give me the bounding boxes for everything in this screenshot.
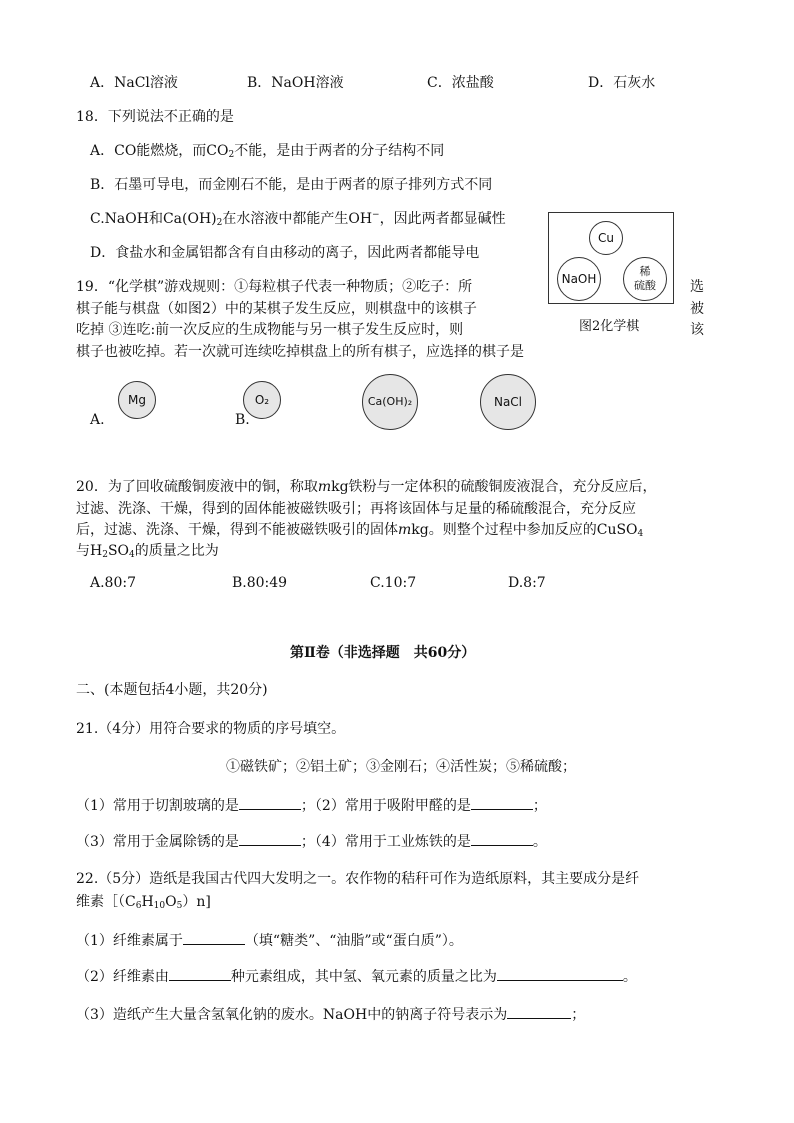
q21-blank-1[interactable] bbox=[239, 795, 301, 810]
q22-p2-end: 。 bbox=[622, 969, 637, 985]
q22-p3-end: ； bbox=[571, 1007, 586, 1023]
q20-so4-sub: 4 bbox=[129, 550, 135, 560]
q17-option-c: C．浓盐酸 bbox=[427, 75, 494, 91]
q20-line-4-so: SO bbox=[107, 543, 130, 559]
q19-piece-nacl: NaCl bbox=[480, 374, 536, 430]
q20-option-d: D.8:7 bbox=[508, 575, 546, 591]
q18-option-b: B．石墨可导电，而金刚石不能，是由于两者的原子排列方式不同 bbox=[90, 177, 493, 193]
q22-part-1 bbox=[76, 930, 463, 951]
q21-blank-4[interactable] bbox=[471, 831, 533, 846]
q20-line-4-text: 与H bbox=[76, 543, 103, 559]
q22-line-1: 22.（5分）造纸是我国古代四大发明之一。农作物的秸秆可作为造纸原料，其主要成分是纤 bbox=[76, 871, 640, 887]
q22-p1-post: （填“糖类”、“油脂”或“蛋白质”）。 bbox=[244, 933, 463, 949]
q20-line-3-text-2: kg。则整个过程中参加反应的CuSO bbox=[411, 522, 638, 538]
q22-o: O bbox=[165, 894, 177, 910]
q20-line-1 bbox=[76, 477, 657, 497]
figure-2-caption: 图2化学棋 bbox=[579, 319, 640, 334]
q21-line-1 bbox=[76, 795, 547, 816]
q18-stem: 18．下列说法不正确的是 bbox=[76, 109, 234, 125]
q20-line-4-text-2: 的质量之比为 bbox=[134, 543, 219, 559]
part-2-title: 第Ⅱ卷（非选择题 共60分） bbox=[290, 645, 476, 661]
q22-blank-1[interactable] bbox=[183, 930, 245, 945]
q22-p1-pre: （1）纤维素属于 bbox=[76, 933, 183, 949]
q19-line-1: 19．“化学棋”游戏规则：①每粒棋子代表一种物质；②吃子：所 bbox=[76, 279, 473, 295]
q22-sub-6: 6 bbox=[135, 901, 142, 911]
q22-p2-pre: （2）纤维素由 bbox=[76, 969, 169, 985]
q19-line-4: 棋子也被吃掉。若一次就可连续吃掉棋盘上的所有棋子，应选择的棋子是 bbox=[76, 344, 524, 360]
q20-line-3 bbox=[76, 520, 643, 540]
q20-line-2: 过滤、洗涤、干燥，得到的固体能被磁铁吸引；再将该固体与足量的稀硫酸混合，充分反应 bbox=[76, 501, 636, 517]
section-2-heading: 二、(本题包括4小题，共20分) bbox=[76, 682, 268, 698]
q22-line-2 bbox=[76, 892, 211, 912]
figure-2-chessboard bbox=[548, 212, 674, 304]
q19-piece-o2: O₂ bbox=[243, 381, 281, 419]
q20-option-a: A.80:7 bbox=[90, 575, 136, 591]
fig2-piece-cu: Cu bbox=[589, 221, 623, 255]
q21-blank-3[interactable] bbox=[239, 831, 301, 846]
q19-line-2: 棋子能与棋盘（如图2）中的某棋子发生反应，则棋盘中的该棋子 bbox=[76, 301, 477, 317]
q22-blank-4[interactable] bbox=[507, 1004, 571, 1019]
q19-line-3-right: 该 bbox=[690, 322, 704, 338]
q18-c-sup: − bbox=[372, 210, 380, 220]
q19-piece-caoh2: Ca(OH)₂ bbox=[362, 374, 418, 430]
q22-blank-2[interactable] bbox=[169, 966, 231, 981]
q18-a-text-2: 不能，是由于两者的分子结构不同 bbox=[234, 143, 445, 159]
q22-h: H bbox=[141, 894, 154, 910]
q20-line-1-text: 20．为了回收硫酸铜废液中的铜，称取 bbox=[76, 479, 318, 495]
q19-label-a: A. bbox=[90, 412, 105, 428]
q21-blank-2[interactable] bbox=[471, 795, 533, 810]
q19-line-1-right: 选 bbox=[690, 279, 704, 295]
q17-option-b: B．NaOH溶液 bbox=[247, 75, 344, 91]
q21-s4: ；（4）常用于工业炼铁的是 bbox=[300, 834, 471, 850]
fig2-piece-dilute-sulfuric-acid bbox=[623, 257, 667, 301]
fig2-acid-line-1: 稀 bbox=[639, 265, 651, 278]
q21-line-2 bbox=[76, 831, 547, 852]
q17-option-d: D．石灰水 bbox=[588, 75, 656, 91]
q21-stem: 21.（4分）用符合要求的物质的序号填空。 bbox=[76, 721, 346, 737]
q17-option-a: A．NaCl溶液 bbox=[90, 75, 178, 91]
q18-a-sub: 2 bbox=[228, 150, 235, 160]
q20-h2-sub: 2 bbox=[102, 550, 108, 560]
fig2-piece-naoh: NaOH bbox=[557, 257, 601, 301]
q18-a-text-1: A．CO能燃烧，而CO bbox=[90, 143, 229, 159]
q22-sub-10: 10 bbox=[153, 901, 166, 911]
q20-m-var-1: m bbox=[317, 479, 332, 495]
q18-c-text-1: C.NaOH和Ca(OH) bbox=[90, 211, 217, 227]
q22-p3-pre: （3）造纸产生大量含氢氧化钠的废水。NaOH中的钠离子符号表示为 bbox=[76, 1007, 508, 1023]
q21-choices: ①磁铁矿；②铝土矿；③金刚石；④活性炭；⑤稀硫酸； bbox=[226, 759, 576, 775]
q21-s4-end: 。 bbox=[532, 834, 547, 850]
q19-line-2-right: 被 bbox=[690, 301, 704, 317]
q21-s2: ；（2）常用于吸附甲醛的是 bbox=[300, 798, 471, 814]
q20-option-b: B.80:49 bbox=[232, 575, 288, 591]
q19-piece-mg: Mg bbox=[118, 381, 156, 419]
q21-s3: （3）常用于金属除锈的是 bbox=[76, 834, 239, 850]
q22-formula-post: ）n] bbox=[182, 894, 211, 910]
q20-line-1-text-2: kg铁粉与一定体积的硫酸铜废液混合，充分反应后， bbox=[331, 479, 657, 495]
q21-s1: （1）常用于切割玻璃的是 bbox=[76, 798, 239, 814]
q19-label-b: B. bbox=[235, 412, 250, 428]
fig2-acid-line-2: 硫酸 bbox=[634, 279, 656, 292]
q20-line-4 bbox=[76, 541, 219, 561]
q22-blank-3[interactable] bbox=[497, 966, 623, 981]
q18-c-text-3: ，因此两者都显碱性 bbox=[379, 211, 506, 227]
q20-line-3-sub: 4 bbox=[637, 529, 644, 539]
q18-option-a bbox=[90, 141, 444, 161]
q22-part-3 bbox=[76, 1004, 585, 1025]
q20-m-var-2: m bbox=[398, 522, 412, 538]
q18-c-sub: 2 bbox=[216, 218, 223, 228]
q22-part-2 bbox=[76, 966, 637, 987]
q19-line-3: 吃掉 ③连吃:前一次反应的生成物能与另一棋子发生反应时，则 bbox=[76, 322, 464, 338]
q18-c-text-2: 在水溶液中都能产生OH bbox=[222, 211, 373, 227]
q18-option-d: D．食盐水和金属铝都含有自由移动的离子，因此两者都能导电 bbox=[90, 245, 480, 261]
q20-option-c: C.10:7 bbox=[370, 575, 417, 591]
q20-line-3-text: 后，过滤、洗涤、干燥，得到不能被磁铁吸引的固体 bbox=[76, 522, 398, 538]
q18-option-c bbox=[90, 209, 506, 229]
q21-s2-end: ； bbox=[532, 798, 547, 814]
q22-sub-5: 5 bbox=[176, 901, 183, 911]
q22-p2-mid: 种元素组成，其中氢、氧元素的质量之比为 bbox=[230, 969, 497, 985]
q22-formula-pre: 维素［（C bbox=[76, 894, 136, 910]
